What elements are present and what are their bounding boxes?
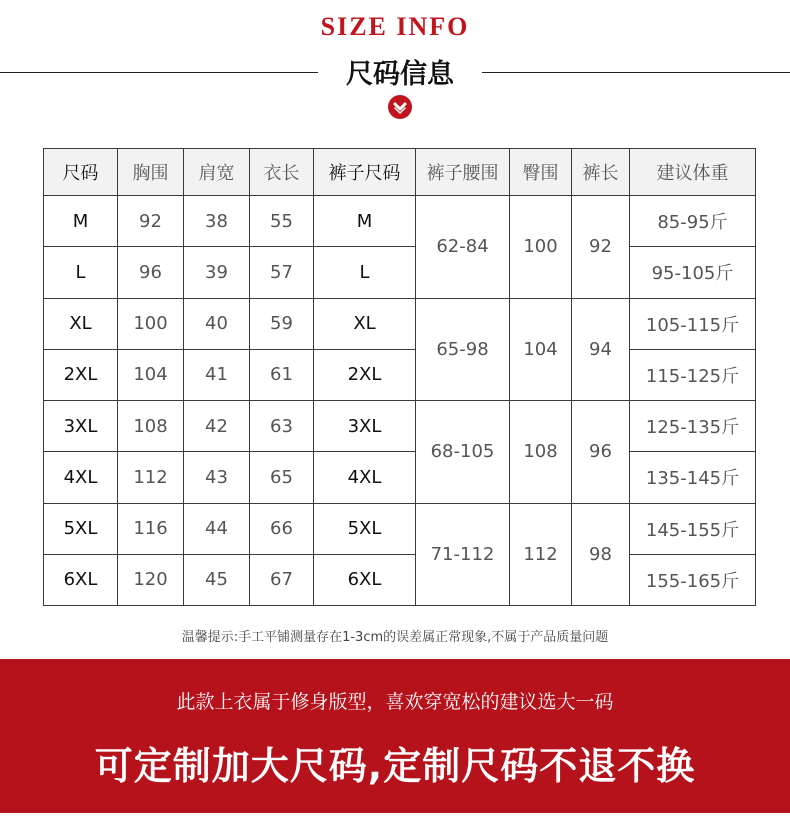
header-shoulder: 肩宽	[184, 149, 250, 196]
cell-pants-length: 98	[572, 503, 630, 606]
cell-size: 2XL	[44, 349, 118, 400]
custom-size-text: 可定制加大尺码,定制尺码不退不换	[94, 744, 696, 788]
header-weight: 建议体重	[630, 149, 756, 196]
header-size: 尺码	[44, 149, 118, 196]
cell-pants-size: 2XL	[314, 349, 416, 400]
cell-pants-waist: 62-84	[416, 196, 510, 299]
cell-weight: 115-125斤	[630, 349, 756, 400]
cell-length: 61	[250, 349, 314, 400]
cell-weight: 145-155斤	[630, 503, 756, 554]
fit-advice-text: 此款上衣属于修身版型，喜欢穿宽松的建议选大一码	[176, 691, 614, 713]
cell-weight: 135-145斤	[630, 452, 756, 503]
cell-chest: 112	[118, 452, 184, 503]
cell-pants-waist: 68-105	[416, 401, 510, 504]
header-hip: 臀围	[510, 149, 572, 196]
cell-hip: 108	[510, 401, 572, 504]
cell-length: 65	[250, 452, 314, 503]
header-chest: 胸围	[118, 149, 184, 196]
cell-hip: 104	[510, 298, 572, 401]
cell-chest: 120	[118, 554, 184, 605]
cell-weight: 85-95斤	[630, 196, 756, 247]
cell-shoulder: 44	[184, 503, 250, 554]
divider-left	[0, 72, 318, 73]
cell-chest: 116	[118, 503, 184, 554]
cell-hip: 112	[510, 503, 572, 606]
cell-chest: 108	[118, 401, 184, 452]
divider-right	[482, 72, 790, 73]
cell-size: 3XL	[44, 401, 118, 452]
cell-shoulder: 38	[184, 196, 250, 247]
cell-size: L	[44, 247, 118, 298]
table-row	[44, 349, 756, 400]
cell-length: 66	[250, 503, 314, 554]
cell-shoulder: 42	[184, 401, 250, 452]
cell-chest: 104	[118, 349, 184, 400]
measurement-note: 温馨提示:手工平铺测量存在1-3cm的误差属正常现象,不属于产品质量问题	[181, 630, 609, 645]
title-chinese: 尺码信息	[346, 59, 454, 90]
cell-length: 67	[250, 554, 314, 605]
cell-shoulder: 41	[184, 349, 250, 400]
table-row	[44, 196, 756, 247]
footer-banner	[0, 659, 790, 813]
cell-weight: 155-165斤	[630, 554, 756, 605]
cell-chest: 100	[118, 298, 184, 349]
table-row	[44, 298, 756, 349]
chevron-down-circle-icon	[388, 95, 412, 119]
table-row	[44, 554, 756, 605]
cell-pants-size: 4XL	[314, 452, 416, 503]
table-row	[44, 247, 756, 298]
cell-weight: 125-135斤	[630, 401, 756, 452]
cell-weight: 105-115斤	[630, 298, 756, 349]
cell-size: XL	[44, 298, 118, 349]
cell-pants-size: 6XL	[314, 554, 416, 605]
table-row	[44, 503, 756, 554]
cell-size: 5XL	[44, 503, 118, 554]
cell-length: 57	[250, 247, 314, 298]
cell-pants-length: 96	[572, 401, 630, 504]
cell-length: 63	[250, 401, 314, 452]
title-english: SIZE INFO	[320, 12, 470, 41]
table-header-row	[44, 149, 756, 196]
cell-shoulder: 43	[184, 452, 250, 503]
cell-length: 55	[250, 196, 314, 247]
cell-chest: 92	[118, 196, 184, 247]
cell-size: 4XL	[44, 452, 118, 503]
table-row	[44, 452, 756, 503]
cell-pants-size: L	[314, 247, 416, 298]
cell-hip: 100	[510, 196, 572, 299]
cell-shoulder: 45	[184, 554, 250, 605]
header-pants-waist: 裤子腰围	[416, 149, 510, 196]
cell-pants-waist: 71-112	[416, 503, 510, 606]
cell-size: M	[44, 196, 118, 247]
table-row	[44, 401, 756, 452]
cell-pants-length: 92	[572, 196, 630, 299]
cell-weight: 95-105斤	[630, 247, 756, 298]
cell-pants-size: M	[314, 196, 416, 247]
cell-pants-size: 3XL	[314, 401, 416, 452]
cell-pants-size: XL	[314, 298, 416, 349]
header-length: 衣长	[250, 149, 314, 196]
header-pants-size: 裤子尺码	[314, 149, 416, 196]
header-pants-length: 裤长	[572, 149, 630, 196]
cell-pants-length: 94	[572, 298, 630, 401]
cell-length: 59	[250, 298, 314, 349]
cell-pants-size: 5XL	[314, 503, 416, 554]
cell-chest: 96	[118, 247, 184, 298]
cell-shoulder: 40	[184, 298, 250, 349]
cell-size: 6XL	[44, 554, 118, 605]
size-table	[43, 148, 756, 606]
cell-shoulder: 39	[184, 247, 250, 298]
cell-pants-waist: 65-98	[416, 298, 510, 401]
